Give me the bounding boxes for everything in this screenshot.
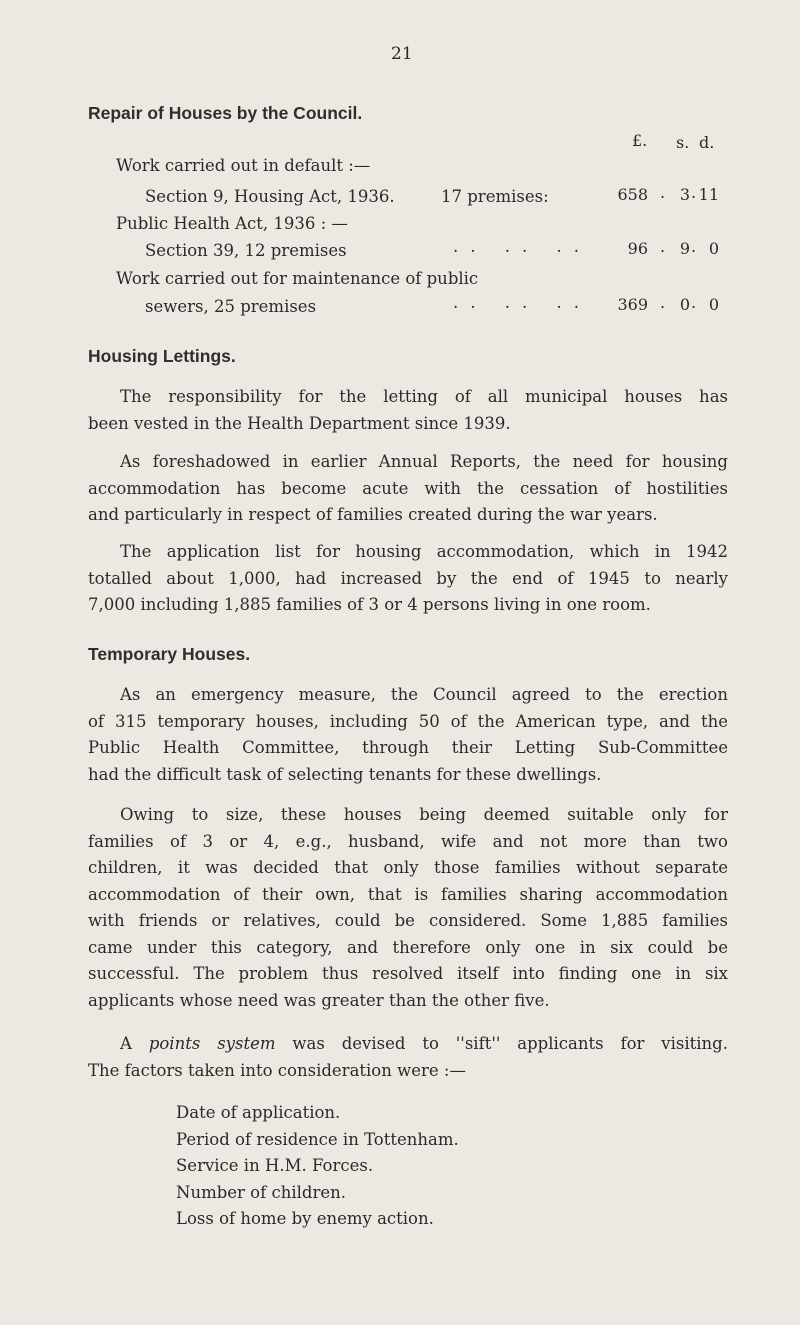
text-line: The responsibility for the letting of all municipal houses has — [120, 387, 728, 406]
col-header-pounds: £. — [632, 131, 648, 150]
row3-leader-dots: .. .. .. — [453, 293, 591, 312]
row2-pence: 0 — [708, 239, 719, 258]
text-line: been vested in the Health Department since 1939. — [88, 413, 511, 433]
factor-item: Date of application. — [176, 1103, 341, 1122]
row3-sep: . — [660, 293, 666, 312]
factor-item: Period of residence in Tottenham. — [176, 1129, 459, 1149]
text-line: came under this category, and therefore only one in six could be — [88, 937, 728, 957]
repair-heading: Repair of Houses by the Council. — [88, 103, 363, 123]
factor-item: Service in H.M. Forces. — [176, 1156, 374, 1176]
row3-pence: 0 — [708, 295, 719, 314]
points-system-paragraph — [88, 1031, 728, 1084]
row2-shillings: 9 — [679, 239, 690, 258]
text-line: had the difficult task of selecting tenants for these dwellings. — [88, 764, 602, 784]
row2-label: Section 39, 12 premises — [145, 241, 347, 260]
factor-item: Loss of home by enemy action. — [176, 1209, 434, 1229]
page-number: 21 — [391, 44, 413, 64]
row2-leader-dots: .. .. .. — [453, 237, 591, 256]
lettings-paragraph-2 — [88, 449, 728, 529]
row1-sep: . — [660, 183, 666, 202]
text-line: of 315 temporary houses, including 50 of the American type, and the — [88, 711, 728, 731]
row3-label: sewers, 25 premises — [145, 297, 317, 316]
text-line: Owing to size, these houses being deemed suitable only for — [120, 805, 728, 824]
lettings-heading: Housing Lettings. — [88, 346, 236, 366]
factor-item: Number of children. — [176, 1182, 346, 1202]
factors-list — [176, 1100, 596, 1233]
text-line: As foreshadowed in earlier Annual Reports, the need for housing — [120, 452, 728, 471]
text-line: The factors taken into consideration were :— — [88, 1060, 466, 1080]
text-line: 7,000 including 1,885 families of 3 or 4 persons living in one room. — [88, 595, 651, 614]
row3-sep2: . — [691, 293, 697, 312]
row1-sep2: . — [691, 183, 697, 202]
text-line: totalled about 1,000, had increased by the end of 1945 to nearly — [88, 568, 728, 588]
text-line — [88, 1031, 728, 1058]
points-rest: was devised to ''sift'' applicants for visiting. — [292, 1034, 728, 1053]
text-line: families of 3 or 4, e.g., husband, wife and not more than two — [88, 831, 728, 851]
temporary-heading: Temporary Houses. — [88, 644, 251, 664]
text-line: children, it was decided that only those families without separate — [88, 858, 728, 877]
row1-shillings: 3 — [679, 185, 690, 204]
row2-pounds: 96 — [627, 239, 648, 258]
lettings-paragraph-3 — [88, 539, 728, 619]
row1-pounds: 658 — [617, 185, 648, 204]
temporary-paragraph-1 — [88, 682, 728, 788]
text-line: accommodation has become acute with the cessation of hostilities — [88, 478, 728, 498]
lettings-paragraph-1 — [88, 384, 728, 437]
row3-shillings: 0 — [679, 295, 690, 314]
text-line: and particularly in respect of families created during the war years. — [88, 505, 658, 524]
text-line: successful. The problem thus resolved itself into finding one in six — [88, 964, 728, 983]
points-system-emphasis: points system — [148, 1034, 276, 1053]
row1-pence: 11 — [698, 185, 719, 204]
maintenance-line1: Work carried out for maintenance of public — [116, 269, 479, 288]
text-line: accommodation of their own, that is families sharing accommodation — [88, 884, 728, 904]
text-line: The application list for housing accommodation, which in 1942 — [120, 542, 728, 561]
row3-pounds: 369 — [617, 295, 648, 314]
col-header-pence: d. — [699, 133, 715, 152]
public-health-act-label: Public Health Act, 1936 : — — [116, 214, 348, 233]
points-a: A — [120, 1034, 132, 1053]
col-header-shillings: s. — [676, 133, 690, 152]
default-label: Work carried out in default :— — [116, 156, 371, 175]
text-line: As an emergency measure, the Council agreed to the erection — [120, 685, 728, 704]
text-line: applicants whose need was greater than the other five. — [88, 990, 550, 1010]
row1-premises: 17 premises: — [441, 187, 549, 206]
row2-sep: . — [660, 237, 666, 256]
text-line: Public Health Committee, through their Letting Sub-Committee — [88, 738, 728, 757]
row1-label: Section 9, Housing Act, 1936. — [145, 187, 395, 206]
row2-sep2: . — [691, 237, 697, 256]
temporary-paragraph-2 — [88, 802, 728, 1014]
text-line: with friends or relatives, could be considered. Some 1,885 families — [88, 911, 728, 930]
